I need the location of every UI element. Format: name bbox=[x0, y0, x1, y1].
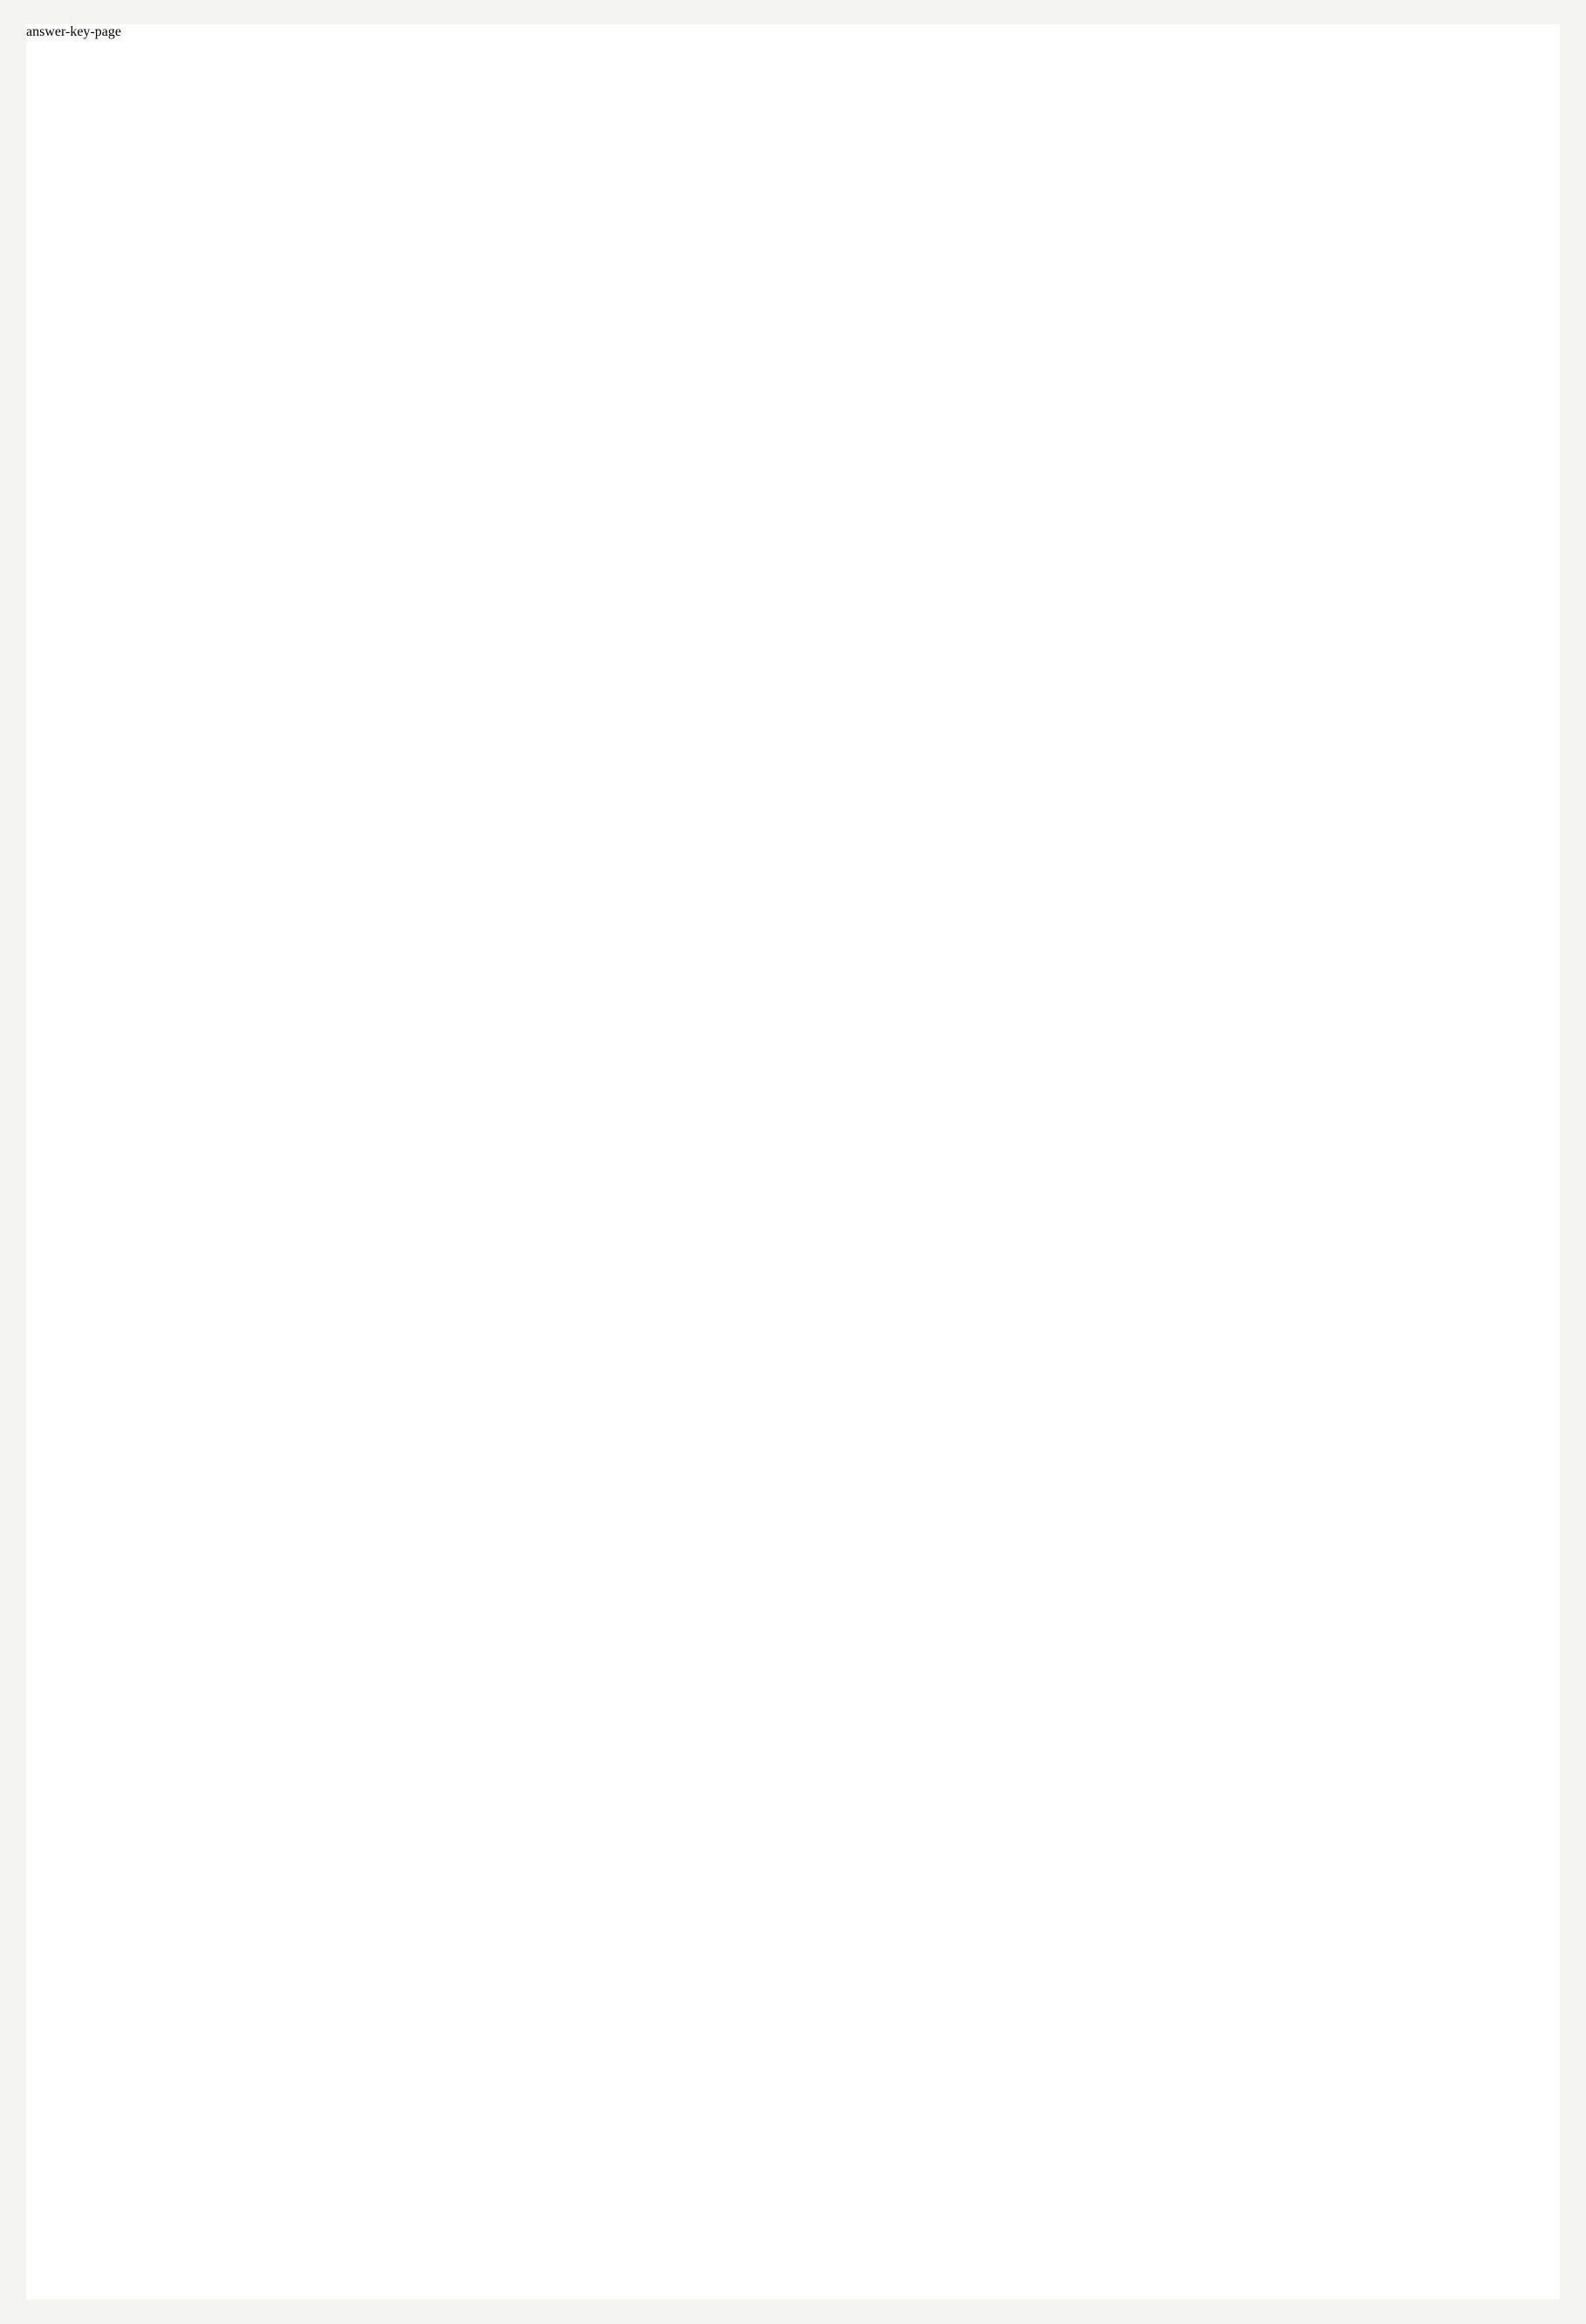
answer-key-page: answer-key-page bbox=[26, 24, 1560, 2300]
